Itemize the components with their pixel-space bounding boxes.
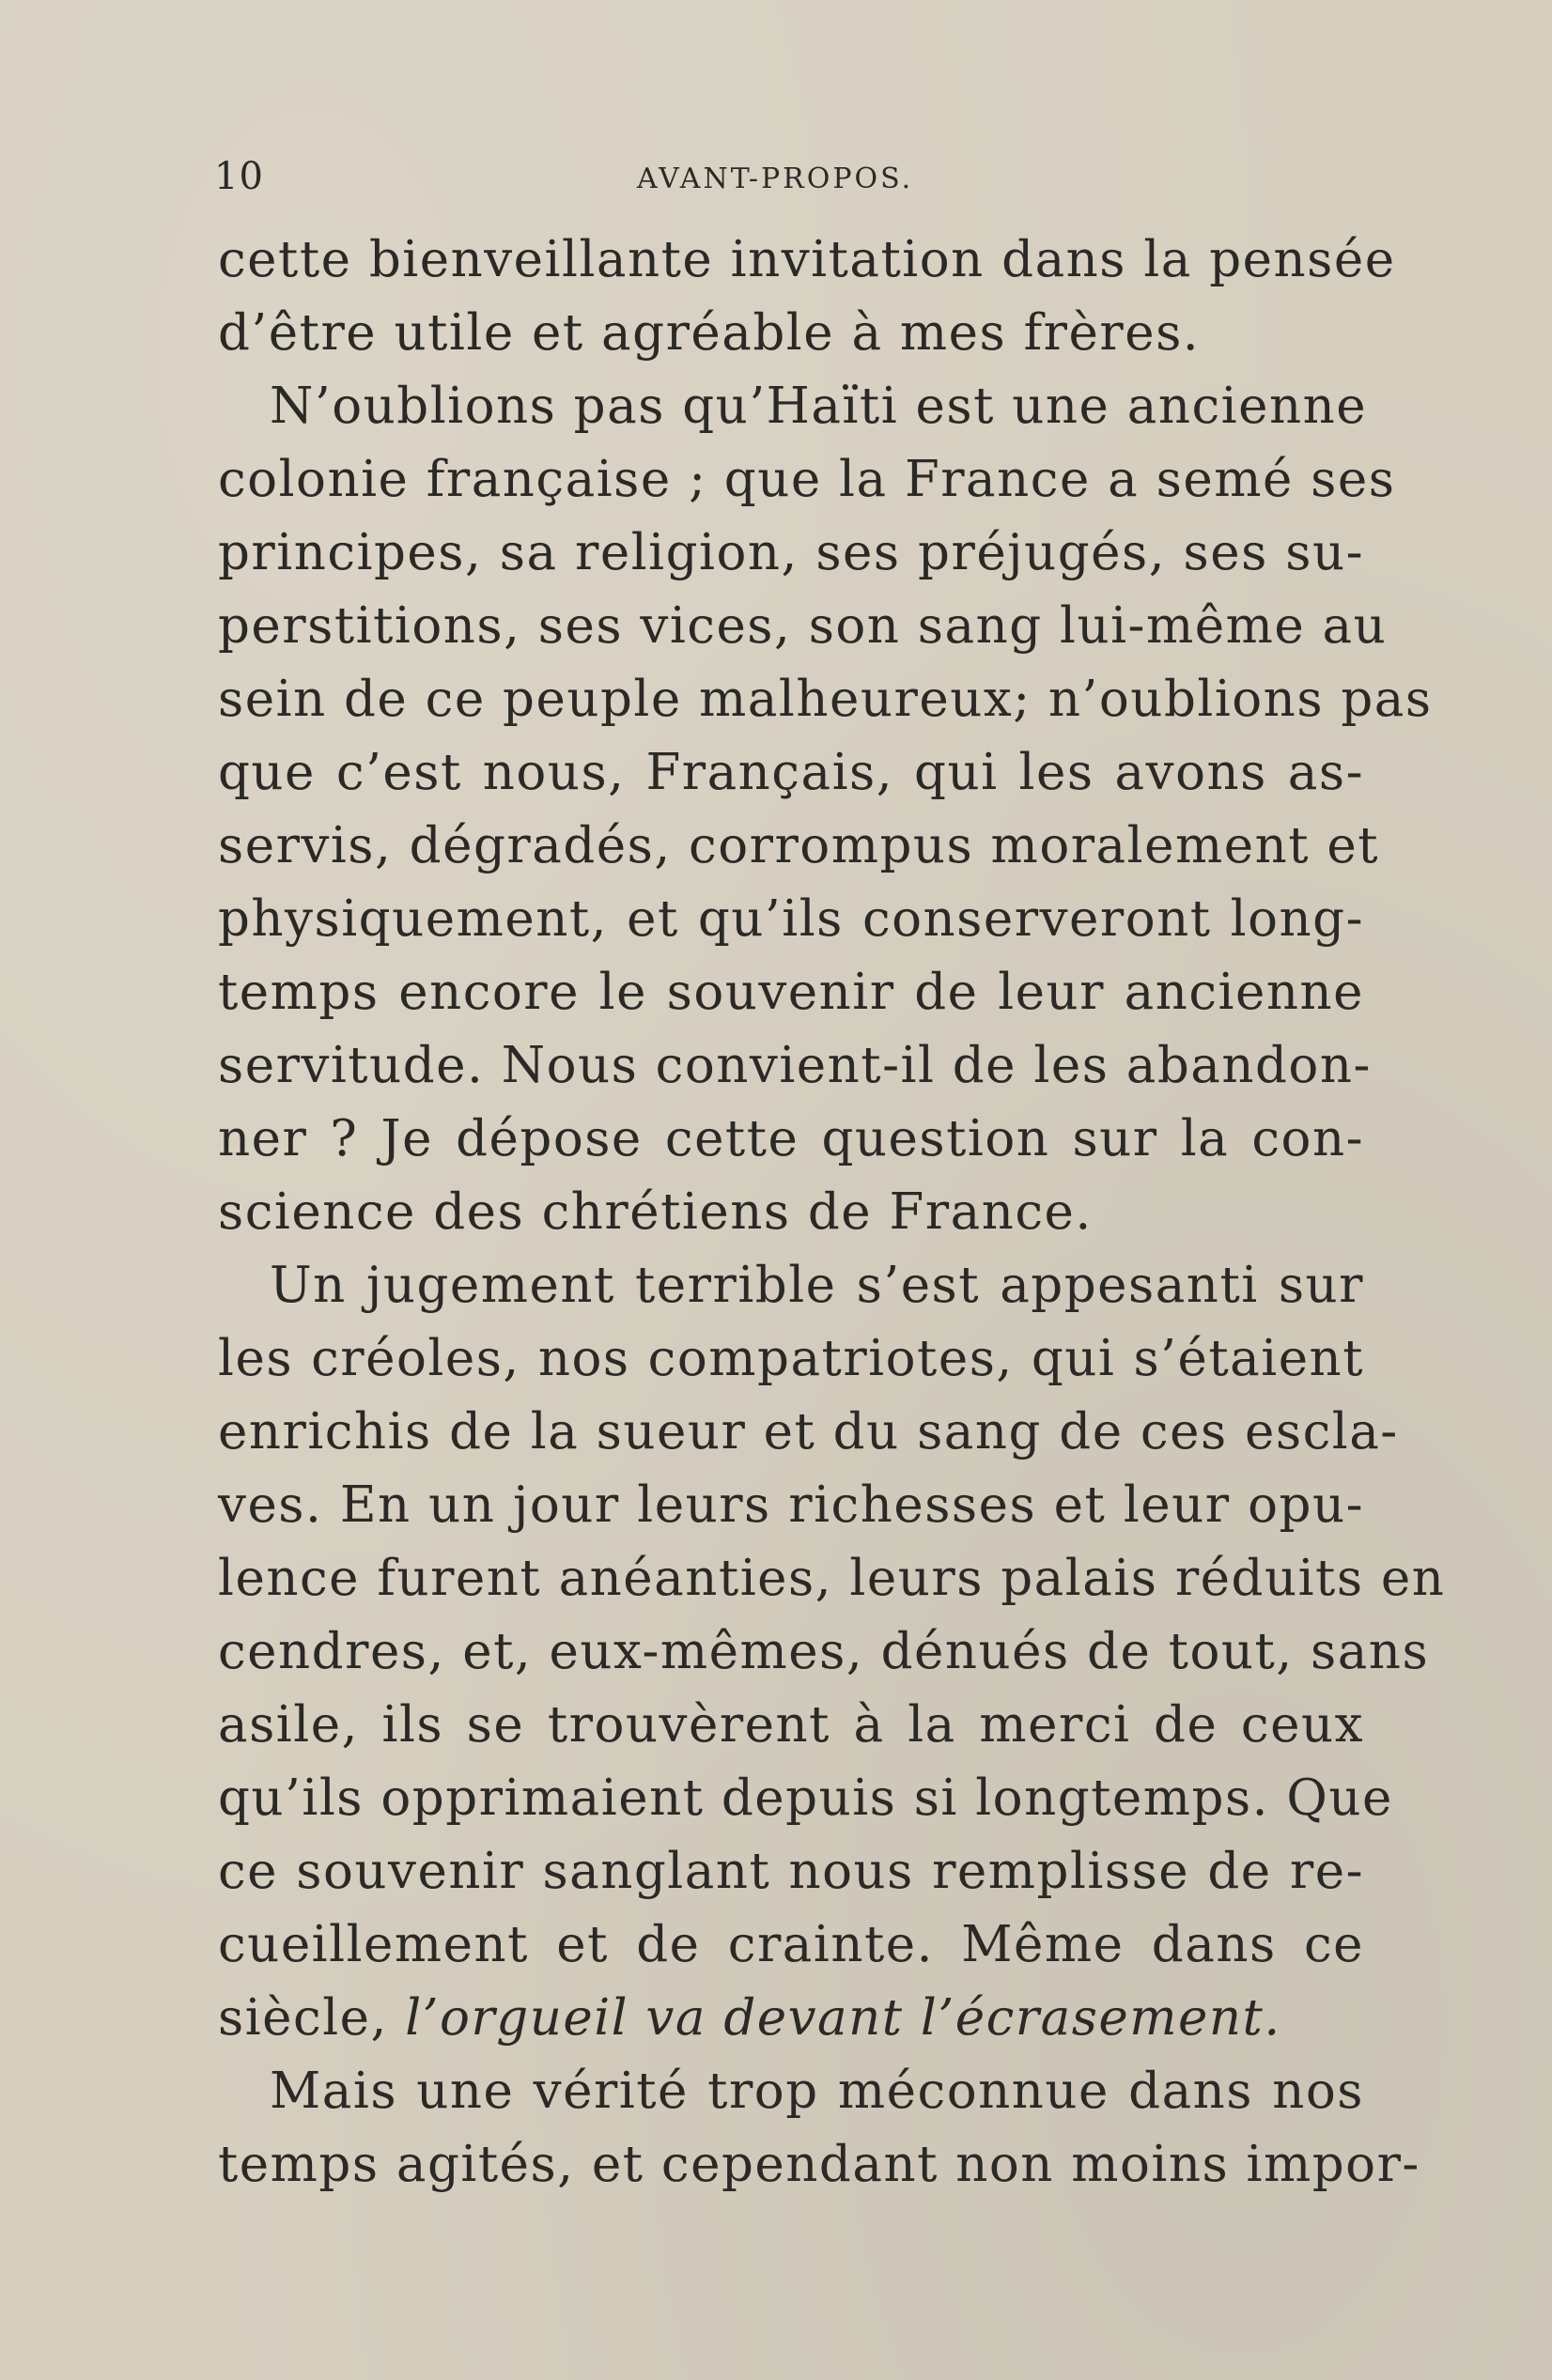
running-title: AVANT-PROPOS. <box>637 162 914 195</box>
text-line: cendres, et, eux-mêmes, dénués de tout, sans <box>218 1623 1430 1680</box>
text-line: enrichis de la sueur et du sang de ces escla- <box>218 1403 1399 1460</box>
text-line: servis, dégradés, corrompus moralement et <box>218 817 1380 874</box>
text-line: sein de ce peuple malheureux; n’oublions pas <box>218 671 1433 728</box>
body-text <box>218 224 1446 2202</box>
text-line-with-italic <box>218 1982 1364 2055</box>
text-line: N’oublions pas qu’Haïti est une ancienne <box>270 378 1368 435</box>
text-line: servitude. Nous convient-il de les abandon- <box>218 1037 1372 1094</box>
text-line: d’être utile et agréable à mes frères. <box>218 304 1201 362</box>
text-segment: siècle, <box>218 1989 406 2047</box>
page-number: 10 <box>214 155 264 198</box>
text-line: physiquement, et qu’ils conserveront long- <box>218 890 1364 948</box>
text-line: cueillement et de crainte. Même dans ce <box>218 1916 1364 1973</box>
italic-quotation: l’orgueil va devant l’écrasement. <box>405 1989 1281 2047</box>
text-line: ves. En un jour leurs richesses et leur opu- <box>218 1476 1364 1534</box>
text-line: Un jugement terrible s’est appesanti sur <box>270 1257 1364 1314</box>
text-line: lence furent anéanties, leurs palais réduits en <box>218 1550 1446 1607</box>
text-line: temps agités, et cependant non moins impor- <box>218 2136 1420 2193</box>
text-line: ner ? Je dépose cette question sur la con- <box>218 1110 1364 1167</box>
text-line: cette bienveillante invitation dans la pensée <box>218 231 1396 288</box>
text-line: que c’est nous, Français, qui les avons as- <box>218 744 1364 801</box>
text-line: Mais une vérité trop méconnue dans nos <box>270 2063 1364 2120</box>
text-line: colonie française ; que la France a semé ses <box>218 451 1396 508</box>
text-line: science des chrétiens de France. <box>218 1183 1093 1241</box>
text-line: perstitions, ses vices, son sang lui-même au <box>218 597 1388 655</box>
running-head <box>214 155 1362 202</box>
text-line: qu’ils opprimaient depuis si longtemps. Que <box>218 1770 1393 1827</box>
text-line: ce souvenir sanglant nous remplisse de re- <box>218 1843 1364 1900</box>
text-line: principes, sa religion, ses préjugés, ses su- <box>218 524 1364 581</box>
text-line: temps encore le souvenir de leur ancienne <box>218 964 1364 1021</box>
text-line: les créoles, nos compatriotes, qui s’étaient <box>218 1330 1364 1387</box>
text-line: asile, ils se trouvèrent à la merci de ceux <box>218 1696 1364 1754</box>
